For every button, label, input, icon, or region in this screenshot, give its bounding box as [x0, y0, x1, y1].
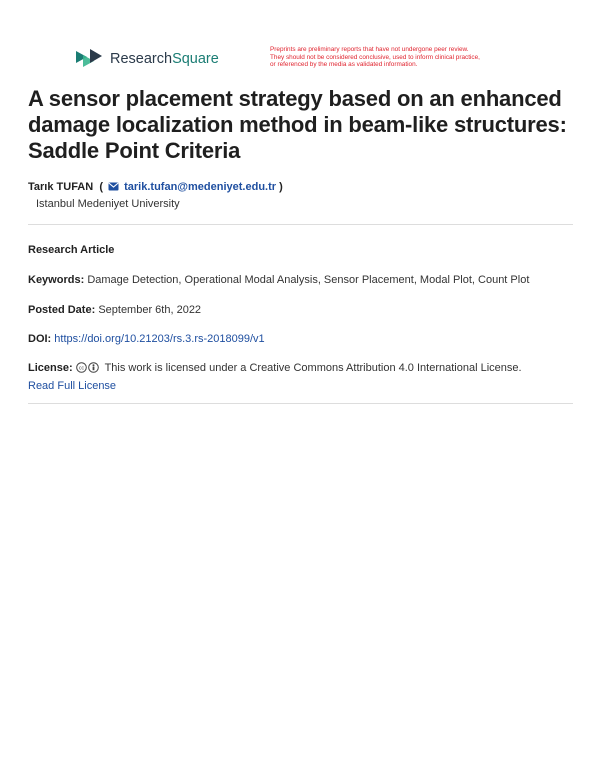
logo-word-research: Research	[110, 50, 173, 67]
preprint-disclaimer	[270, 46, 560, 69]
open-paren: (	[96, 181, 103, 193]
envelope-icon	[108, 182, 119, 191]
divider	[28, 224, 573, 225]
creative-commons-icon	[76, 362, 100, 373]
research-square-logo-icon	[74, 48, 104, 70]
author-line	[28, 181, 283, 193]
posted-date-row	[28, 304, 201, 316]
license-text: This work is licensed under a Creative Commons Attribution 4.0 International License.	[104, 362, 522, 374]
author-affiliation: Istanbul Medeniyet University	[36, 198, 180, 210]
divider	[28, 403, 573, 404]
doi-row	[28, 333, 265, 345]
posted-date-value: September 6th, 2022	[98, 304, 202, 316]
article-type	[28, 244, 114, 256]
disclaimer-line: Preprints are preliminary reports that have not undergone peer review.	[270, 46, 469, 53]
posted-date-label: Posted Date:	[28, 304, 96, 316]
disclaimer-line: They should not be considered conclusive, used to inform clinical practice,	[270, 53, 480, 61]
article-title: A sensor placement strategy based on an enhanced damage localization method in beam-like structures: Saddle Point Criteria	[28, 86, 567, 163]
author-name: Tarık TUFAN	[28, 181, 94, 193]
keywords-label: Keywords:	[28, 274, 85, 286]
logo-text	[110, 52, 219, 67]
doi-link[interactable]: https://doi.org/10.21203/rs.3.rs-2018099/v1	[54, 333, 265, 345]
read-license-row	[28, 380, 116, 392]
svg-text:cc: cc	[78, 365, 84, 372]
close-paren: )	[279, 181, 283, 193]
license-label: License:	[28, 362, 73, 374]
article-type-label: Research Article	[28, 244, 115, 256]
keywords-value: Damage Detection, Operational Modal Analysis, Sensor Placement, Modal Plot, Count Plot	[87, 274, 530, 286]
doi-label: DOI:	[28, 333, 52, 345]
logo-word-square: Square	[172, 50, 219, 67]
disclaimer-line: or referenced by the media as validated information.	[270, 61, 418, 69]
read-full-license-link[interactable]: Read Full License	[28, 380, 117, 392]
keywords-row	[28, 274, 529, 286]
license-row	[28, 362, 522, 374]
research-square-logo[interactable]	[74, 48, 219, 70]
author-email-link[interactable]: tarik.tufan@medeniyet.edu.tr	[124, 181, 277, 193]
